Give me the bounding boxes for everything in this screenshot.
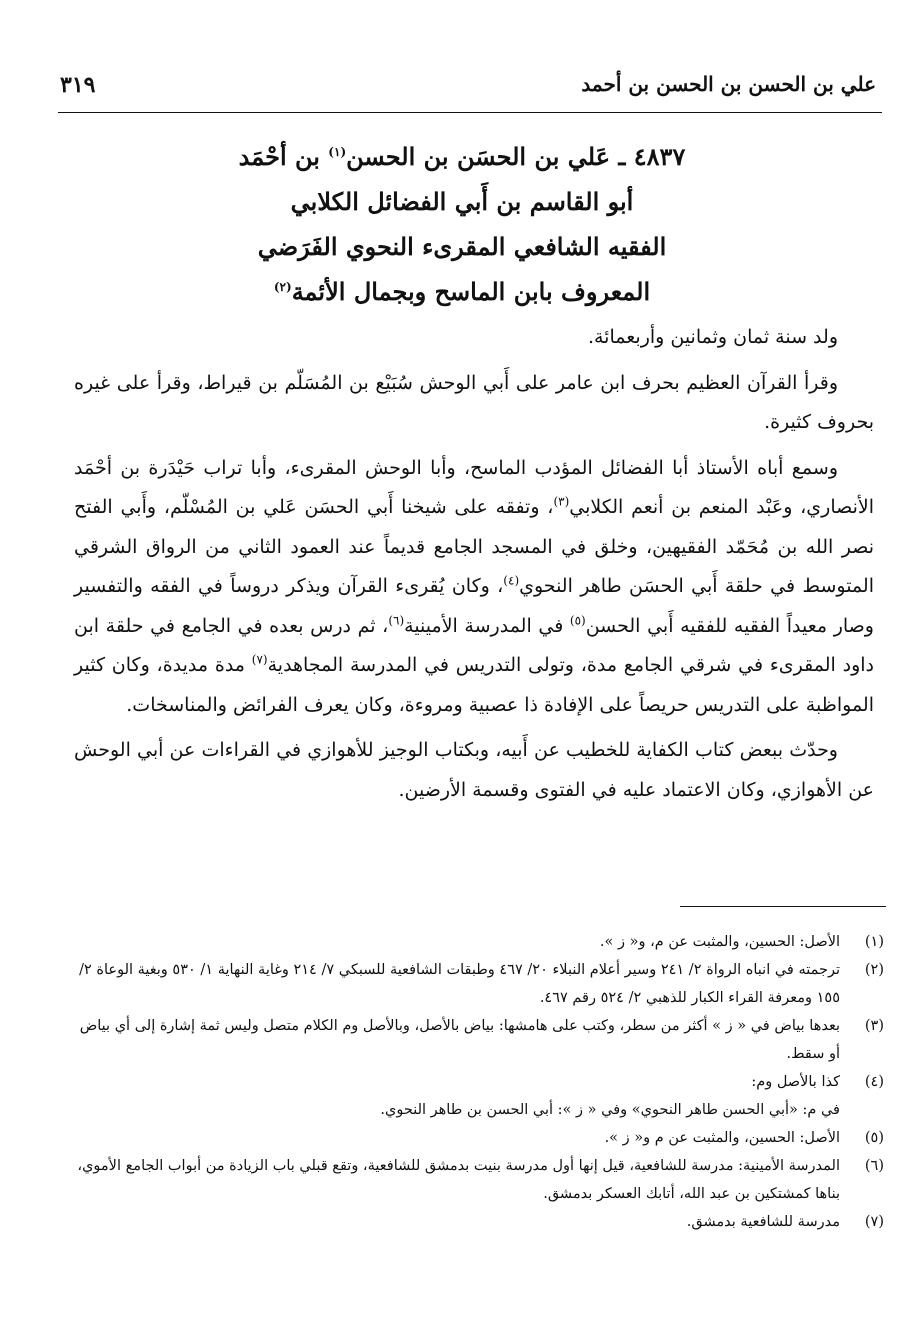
page-header [60, 72, 876, 112]
footnote [74, 1124, 884, 1152]
footnotes [74, 928, 884, 1236]
paragraph-narration: وحدّث ببعض كتاب الكفاية للخطيب عن أَبيه، وبكتاب الوجيز للأهوازي في القراءات عن أبي الوحش عن الأهوازي، وكان الاعتماد عليه في الفتوى وقسمة الأرضين. [74, 739, 874, 801]
paragraph-teachers [74, 449, 874, 726]
footnote-number: (٢) [864, 962, 884, 978]
entry-name-end: بن أحْمَد [238, 142, 329, 171]
footnote-ref: (٢) [273, 280, 292, 294]
text-run: مدة مديدة، وكان كثير المواظبة على التدريس حريصاً على الإفادة ذا عصبية ومروءة، وكان يعرف الفرائض والمناسخات. [74, 654, 874, 716]
entry-heading [60, 134, 864, 314]
footnote-ref: (٤) [503, 573, 520, 588]
footnote-text: في م: «أبي الحسن طاهر النحوي» وفي « ز »: أبي الحسن بن طاهر النحوي. [380, 1102, 840, 1118]
footnote-number: (٣) [864, 1018, 884, 1034]
entry-epithet: المعروف بابن الماسح وبجمال الأئمة [291, 277, 651, 306]
footnote [74, 956, 884, 1012]
footnote-text: الأصل: الحسين، والمثبت عن م، و« ز ». [599, 934, 840, 950]
text-run: ، ثم درس بعده في الجامع في حلقة ابن داود المقرىء في شرقي الجامع مدة، وتولى التدريس في المدرسة المجاهدية [74, 614, 874, 676]
footnote [74, 1152, 884, 1208]
text-run: ، وتفقه على شيخنا أَبي الحسَن عَلي بن المُسْلّم، وأَبي الفتح نصر الله بن مُحَمّد الفقيهين، وخلق في المسجد الجامع قديماً عند العمود الثاني من الرواق الشرقي المتوسط في حلقة أَبي الحسَن طاهر النحوي [74, 496, 874, 597]
footnote [74, 928, 884, 956]
entry-name: ٤٨٣٧ ـ عَلي بن الحسَن بن الحسن [346, 142, 686, 171]
footnote-ref: (٧) [251, 652, 268, 667]
footnote [74, 1068, 884, 1096]
entry-heading-line-4 [60, 269, 864, 314]
footnote-text: ترجمته في انباه الرواة ٢/ ٢٤١ وسير أعلام النبلاء ٢٠/ ٤٦٧ وطبقات الشافعية للسبكي ٧/ ٢١٤ وغاية النهاية ١/ ٥٣٠ وبغية الوعاة ٢/ ١٥٥ ومعرفة القراء الكبار للذهبي ٢/ ٥٢٤ رقم ٤٦٧. [79, 962, 840, 1006]
footnote-divider [680, 906, 886, 907]
footnote-number: (٧) [864, 1214, 884, 1230]
footnote [74, 1208, 884, 1236]
text-run: في المدرسة الأمينية [404, 614, 570, 637]
body-text [74, 318, 874, 816]
running-title: علي بن الحسن بن الحسن بن أحمد [581, 72, 876, 96]
footnote [74, 1012, 884, 1068]
footnote-text: الأصل: الحسين، والمثبت عن م و« ز ». [604, 1130, 840, 1146]
footnote-ref: (٦) [388, 613, 405, 628]
footnote-number: (٦) [864, 1158, 884, 1174]
footnote-number: (٤) [864, 1074, 884, 1090]
entry-heading-line-1 [60, 134, 864, 179]
entry-heading-line-2: أبو القاسم بن أَبي الفضائل الكلابي [290, 187, 634, 216]
paragraph-birth: ولد سنة ثمان وثمانين وأربعمائة. [587, 326, 838, 348]
paragraph-reading: وقرأ القرآن العظيم بحرف ابن عامر على أَبي الوحش سُبَيْع بن المُسَلّم بن قيراط، وقرأ على غيره بحروف كثيرة. [74, 371, 874, 433]
footnote-number: (٥) [864, 1130, 884, 1146]
footnote-text: المدرسة الأمينية: مدرسة للشافعية، قيل إنها أول مدرسة بنيت بدمشق للشافعية، وتقع قبلي باب الزيادة من أبواب الجامع الأموي، بناها كمشتكين بن عبد الله، أتابك العسكر بدمشق. [77, 1158, 840, 1202]
footnote-ref: (٥) [569, 613, 586, 628]
footnote-ref: (١) [328, 145, 347, 159]
header-divider [58, 112, 882, 113]
text-run: ، وكان يُقرىء القرآن ويذكر دروساً في الفقه والتفسير وصار معيداً الفقيه للفقيه أَبي الحسن [74, 575, 874, 637]
footnote-continuation [74, 1096, 884, 1124]
footnote-text: كذا بالأصل وم: [751, 1074, 840, 1090]
footnote-number: (١) [864, 934, 884, 950]
text-run: وسمع أباه الأستاذ أبا الفضائل المؤدب الماسح، وأبا الوحش المقرىء، وأبا تراب حَيْدَرة بن أحْمَد الأنصاري، وعَبْد المنعم بن أنعم الكلابي [74, 456, 874, 518]
footnote-text: مدرسة للشافعية بدمشق. [686, 1214, 840, 1230]
footnote-ref: (٣) [553, 494, 570, 509]
footnote-text: بعدها بياض في « ز » أكثر من سطر، وكتب على هامشها: بياض بالأصل، وبالأصل وم الكلام متصل وليس ثمة إشارة إلى أي بياض أو سقط. [79, 1018, 840, 1062]
entry-heading-line-3: الفقيه الشافعي المقرىء النحوي الفَرَضي [257, 232, 667, 261]
page-number: ٣١٩ [60, 72, 96, 98]
